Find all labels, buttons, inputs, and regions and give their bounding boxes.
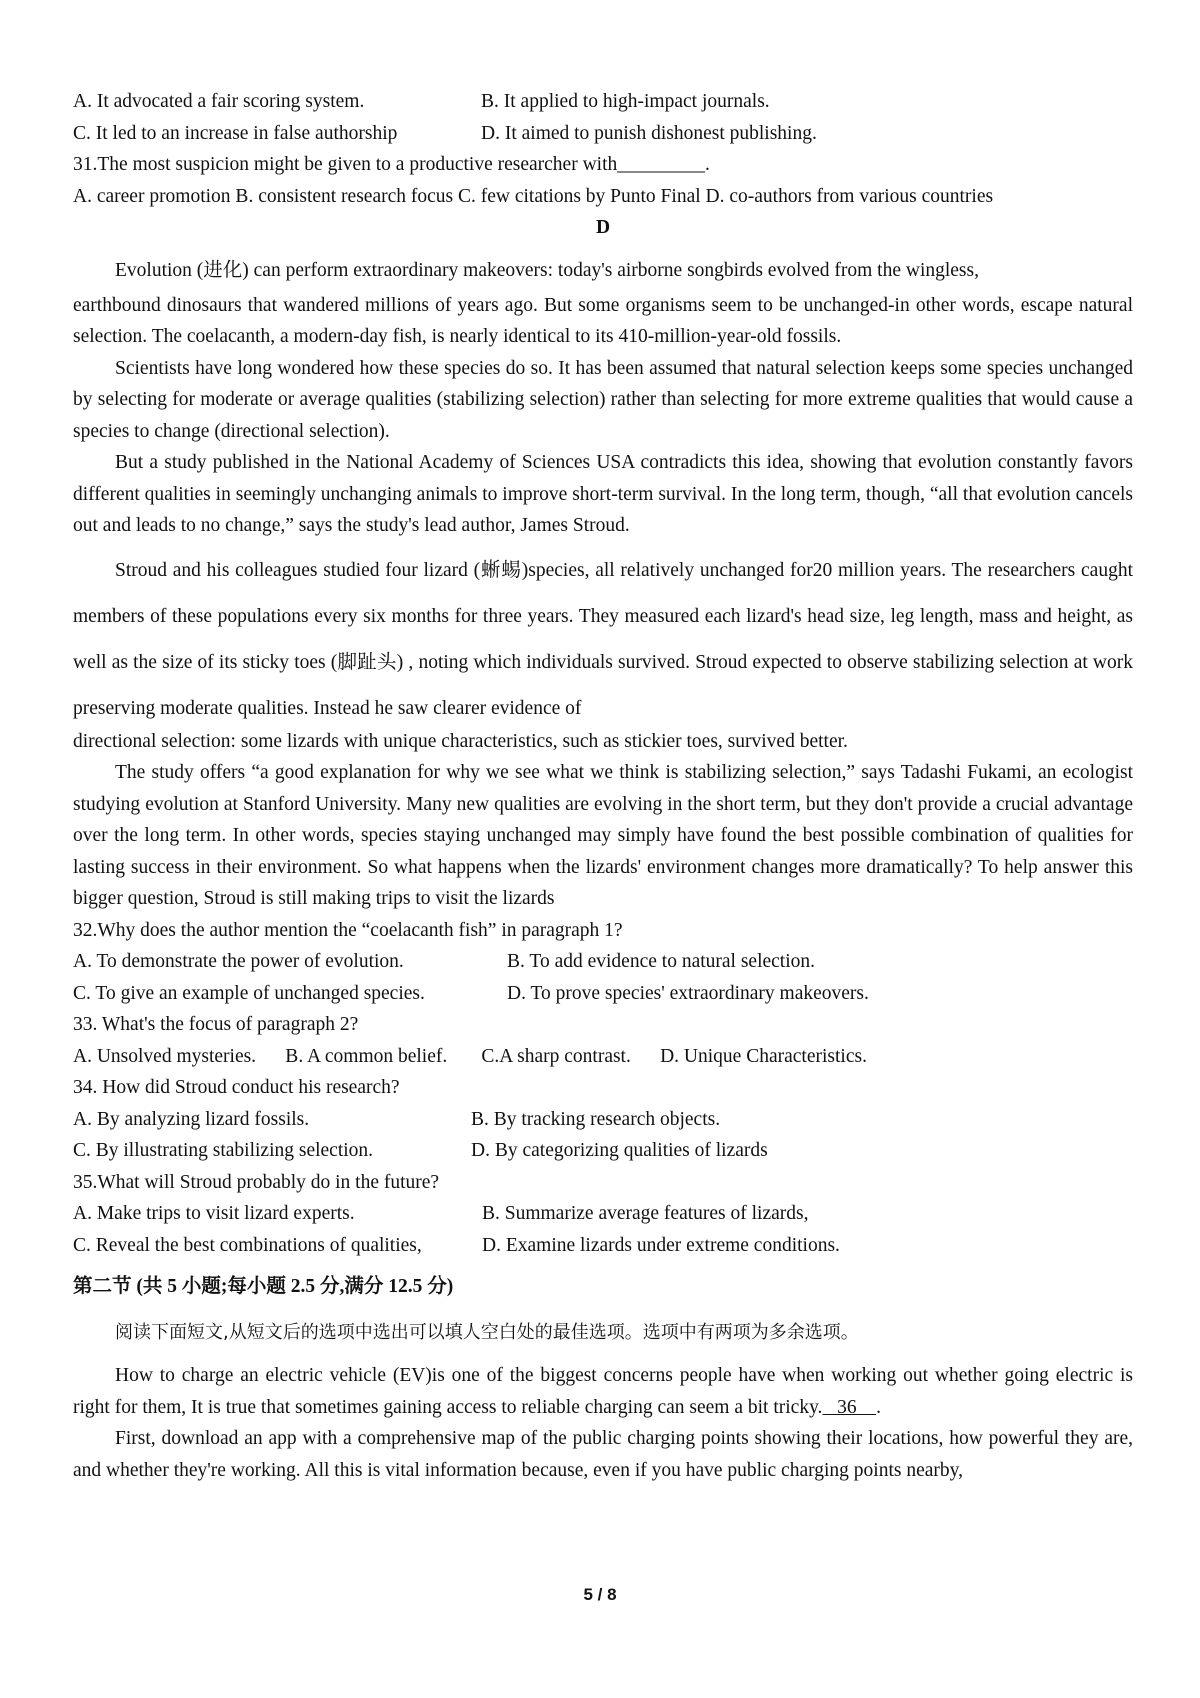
q30-option-a: A. It advocated a fair scoring system.: [73, 91, 365, 112]
q34-option-b: B. By tracking research objects.: [471, 1108, 721, 1130]
passage-p1-first-line: Evolution (进化) can perform extraordinary makeovers: today's airborne songbirds evolved from the wingless,: [115, 259, 979, 281]
q30-option-c: C. It led to an increase in false authorship: [73, 122, 398, 144]
section-passage-p1-text: How to charge an electric vehicle (EV)is one of the biggest concerns people have when working out whether going electric is right for them, It is true that sometimes gaining access to reliable charging can seem a bit tricky.: [73, 1365, 1133, 1418]
section-heading: 第二节 (共 5 小题;每小题 2.5 分,满分 12.5 分): [73, 1276, 454, 1297]
section-instruction: 阅读下面短文,从短文后的选项中选出可以填人空白处的最佳选项。选项中有两项为多余选项。: [115, 1321, 859, 1343]
blank-36[interactable]: 36: [822, 1396, 877, 1418]
q32-option-b: B. To add evidence to natural selection.: [507, 951, 816, 972]
passage-p2: Scientists have long wondered how these species do so. It has been assumed that natural selection keeps some species unchanged by selecting for moderate or average qualities (stabilizing selection) rather than selecting for more extreme qualities that would cause a species to change (directional selection).: [73, 357, 1133, 442]
q35-options-row1: [73, 1198, 1133, 1230]
passage-p1-rest: earthbound dinosaurs that wandered millions of years ago. But some organisms seem to be unchanged-in other words, escape natural selection. The coelacanth, a modern-day fish, is nearly identical to its 410-million-year-old fossils.: [73, 294, 1133, 347]
q35-stem: 35.What will Stroud probably do in the future?: [73, 1171, 440, 1193]
passage-p4-main: Stroud and his colleagues studied four lizard (蜥蜴)species, all relatively unchanged for20 million years. The researchers caught members of these populations every six months for three years. They measured each lizard's head size, leg length, mass and height, as well as the size of its sticky toes (脚趾头) , noting which individuals survived. Stroud expected to observe stabilizing selection at work preserving moderate qualities. Instead he saw clearer evidence of: [73, 559, 1133, 719]
q32-option-c: C. To give an example of unchanged species.: [73, 982, 425, 1004]
q35-option-b: B. Summarize average features of lizards,: [482, 1203, 809, 1224]
q33-stem: 33. What's the focus of paragraph 2?: [73, 1014, 359, 1035]
section-passage-p2: First, download an app with a comprehensive map of the public charging points showing their locations, how powerful they are, and whether they're working. All this is vital information because, even if you have public charging points nearby,: [73, 1428, 1133, 1481]
q35-option-c: C. Reveal the best combinations of qualities,: [73, 1234, 422, 1256]
q32-option-a: A. To demonstrate the power of evolution.: [73, 951, 404, 972]
q31-options: A. career promotion B. consistent research focus C. few citations by Punto Final D. co-authors from various countries: [73, 185, 994, 207]
q35-option-a: A. Make trips to visit lizard experts.: [73, 1203, 355, 1224]
q34-option-a: A. By analyzing lizard fossils.: [73, 1108, 310, 1130]
exam-page: [73, 86, 1133, 1486]
passage-p5: The study offers “a good explanation for why we see what we think is stabilizing selection,” says Tadashi Fukami, an ecologist studying evolution at Stanford University. Many new qualities are evolving in the short term, but they don't provide a crucial advantage over the long term. In other words, species staying unchanged may simply have found the best possible combination of qualities for lasting success in their environment. So what happens when the lizards' environment changes more dramatically? To help answer this bigger question, Stroud is still making trips to visit the lizards: [73, 762, 1133, 909]
section-passage-p1-end: .: [876, 1396, 881, 1418]
q32-option-d: D. To prove species' extraordinary makeovers.: [507, 982, 869, 1004]
q32-options-row2: [73, 978, 1133, 1010]
q34-stem: 34. How did Stroud conduct his research?: [73, 1077, 400, 1098]
q30-option-b: B. It applied to high-impact journals.: [481, 91, 770, 112]
q35-options-row2: [73, 1230, 1133, 1262]
q34-option-c: C. By illustrating stabilizing selection.: [73, 1140, 374, 1161]
q30-options-row2: [73, 118, 1133, 150]
q30-option-d: D. It aimed to punish dishonest publishing.: [481, 122, 817, 144]
q35-option-d: D. Examine lizards under extreme conditions.: [482, 1234, 840, 1256]
passage-p4-end: directional selection: some lizards with unique characteristics, such as stickier toes, survived better.: [73, 730, 848, 752]
passage-label: D: [595, 217, 611, 238]
q32-options-row1: [73, 946, 1133, 978]
section-passage-p1: [73, 1360, 1133, 1423]
q33-options: A. Unsolved mysteries. B. A common belief. C.A sharp contrast. D. Unique Characteristics.: [73, 1045, 867, 1067]
q34-option-d: D. By categorizing qualities of lizards: [471, 1140, 768, 1161]
passage-p3: But a study published in the National Academy of Sciences USA contradicts this idea, showing that evolution constantly favors different qualities in seemingly unchanging animals to improve short-term survival. In the long term, though, “all that evolution cancels out and leads to no change,” says the study's lead author, James Stroud.: [73, 452, 1133, 536]
q34-options-row1: [73, 1104, 1133, 1136]
q31-stem: 31.The most suspicion might be given to a productive researcher with_________.: [73, 154, 710, 175]
page-number: 5 / 8: [583, 1585, 617, 1604]
q30-options-row1: [73, 86, 1133, 118]
q34-options-row2: [73, 1135, 1133, 1167]
q32-stem: 32.Why does the author mention the “coelacanth fish” in paragraph 1?: [73, 919, 623, 941]
